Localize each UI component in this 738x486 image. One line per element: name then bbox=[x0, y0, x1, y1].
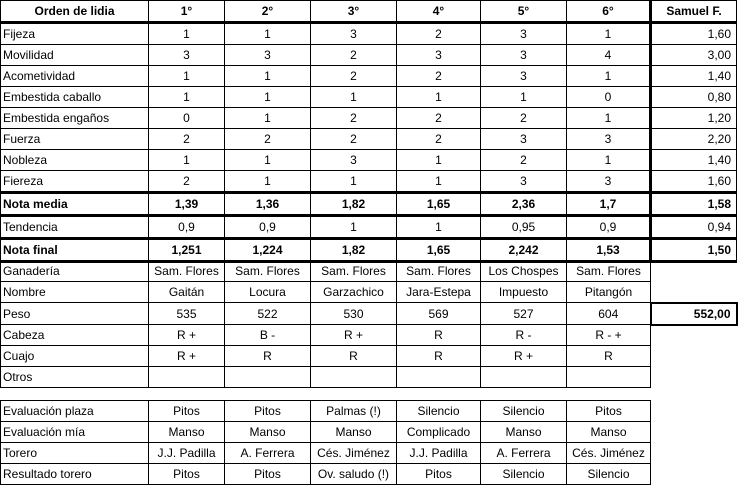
evaluation-cell: Manso bbox=[567, 422, 651, 443]
criteria-cell: 4 bbox=[567, 45, 651, 66]
criteria-cell: 1 bbox=[149, 87, 225, 108]
nota-media-2: 1,36 bbox=[225, 193, 311, 216]
evaluation-cell: Pitos bbox=[149, 464, 225, 485]
criteria-label: Fuerza bbox=[1, 129, 149, 150]
criteria-cell: 2 bbox=[311, 66, 397, 87]
bull-row-label: Ganadería bbox=[1, 261, 149, 282]
bull-cell: Gaitán bbox=[149, 282, 225, 303]
bull-cell: 527 bbox=[481, 303, 567, 325]
criteria-cell: 2 bbox=[311, 45, 397, 66]
nota-media-samuel: 1,58 bbox=[651, 193, 737, 216]
criteria-cell: 3 bbox=[397, 45, 481, 66]
col-header-6: 6° bbox=[567, 1, 651, 23]
criteria-cell: 3,00 bbox=[651, 45, 737, 66]
criteria-cell: 1 bbox=[225, 66, 311, 87]
nota-final-3: 1,82 bbox=[311, 239, 397, 262]
criteria-cell: 3 bbox=[311, 150, 397, 171]
nota-media-1: 1,39 bbox=[149, 193, 225, 216]
empty-cell bbox=[651, 325, 737, 346]
bull-cell: R + bbox=[311, 325, 397, 346]
evaluation-cell: Pitos bbox=[225, 401, 311, 422]
criteria-cell: 1 bbox=[397, 87, 481, 108]
nota-media-5: 2,36 bbox=[481, 193, 567, 216]
bull-cell: 530 bbox=[311, 303, 397, 325]
criteria-cell: 3 bbox=[481, 171, 567, 193]
nota-final-5: 2,242 bbox=[481, 239, 567, 262]
evaluation-label: Evaluación plaza bbox=[1, 401, 149, 422]
criteria-cell: 1 bbox=[149, 150, 225, 171]
criteria-cell: 1 bbox=[311, 87, 397, 108]
criteria-row bbox=[1, 23, 737, 45]
evaluation-cell: Pitos bbox=[567, 401, 651, 422]
criteria-cell: 1,60 bbox=[651, 171, 737, 193]
nota-final-6: 1,53 bbox=[567, 239, 651, 262]
bull-cell bbox=[311, 367, 397, 388]
empty-cell bbox=[651, 282, 737, 303]
evaluation-cell: Pitos bbox=[225, 464, 311, 485]
evaluation-cell: Manso bbox=[481, 422, 567, 443]
col-header-5: 5° bbox=[481, 1, 567, 23]
evaluation-cell: Cés. Jiménez bbox=[311, 443, 397, 464]
criteria-cell: 1 bbox=[567, 23, 651, 45]
criteria-row bbox=[1, 87, 737, 108]
bull-cell: Sam. Flores bbox=[567, 261, 651, 282]
bull-cell: R + bbox=[481, 346, 567, 367]
criteria-cell: 1,40 bbox=[651, 150, 737, 171]
bull-cell: Sam. Flores bbox=[311, 261, 397, 282]
criteria-row bbox=[1, 171, 737, 193]
bull-cell: R + bbox=[149, 346, 225, 367]
nota-media-label: Nota media bbox=[1, 193, 149, 216]
criteria-cell: 3 bbox=[225, 45, 311, 66]
col-header-orden: Orden de lidia bbox=[1, 1, 149, 23]
criteria-cell: 1 bbox=[149, 66, 225, 87]
evaluation-cell: Silencio bbox=[481, 401, 567, 422]
bull-cell: R bbox=[397, 325, 481, 346]
criteria-cell: 2 bbox=[397, 129, 481, 150]
criteria-cell: 2 bbox=[397, 23, 481, 45]
criteria-cell: 2 bbox=[397, 108, 481, 129]
criteria-label: Fiereza bbox=[1, 171, 149, 193]
bull-cell: Sam. Flores bbox=[397, 261, 481, 282]
bull-details-table bbox=[0, 260, 738, 388]
col-header-4: 4° bbox=[397, 1, 481, 23]
bull-cell: Jara-Estepa bbox=[397, 282, 481, 303]
tendencia-samuel: 0,94 bbox=[651, 216, 737, 239]
evaluation-cell: Complicado bbox=[397, 422, 481, 443]
criteria-cell: 3 bbox=[311, 23, 397, 45]
nota-final-row bbox=[1, 239, 737, 262]
criteria-cell: 0 bbox=[567, 87, 651, 108]
evaluation-cell: Ov. saludo (!) bbox=[311, 464, 397, 485]
evaluation-label: Torero bbox=[1, 443, 149, 464]
criteria-label: Movilidad bbox=[1, 45, 149, 66]
bull-cell: R + bbox=[149, 325, 225, 346]
criteria-cell: 2,20 bbox=[651, 129, 737, 150]
bull-cell: Impuesto bbox=[481, 282, 567, 303]
bull-cell: Los Chospes bbox=[481, 261, 567, 282]
criteria-cell: 1 bbox=[149, 23, 225, 45]
criteria-row bbox=[1, 150, 737, 171]
criteria-cell: 2 bbox=[397, 66, 481, 87]
peso-total: 552,00 bbox=[651, 303, 737, 325]
tendencia-6: 0,9 bbox=[567, 216, 651, 239]
col-header-1: 1° bbox=[149, 1, 225, 23]
criteria-cell: 1,20 bbox=[651, 108, 737, 129]
nota-final-4: 1,65 bbox=[397, 239, 481, 262]
nota-media-row bbox=[1, 193, 737, 216]
bull-row bbox=[1, 303, 737, 325]
bull-row bbox=[1, 346, 737, 367]
bull-cell bbox=[225, 367, 311, 388]
criteria-cell: 1,40 bbox=[651, 66, 737, 87]
evaluation-cell: J.J. Padilla bbox=[149, 443, 225, 464]
evaluation-table bbox=[0, 400, 651, 485]
criteria-row bbox=[1, 129, 737, 150]
criteria-cell: 3 bbox=[481, 129, 567, 150]
bull-cell: Sam. Flores bbox=[149, 261, 225, 282]
tendencia-4: 1 bbox=[397, 216, 481, 239]
empty-cell bbox=[651, 367, 737, 388]
header-row bbox=[1, 1, 737, 23]
nota-media-4: 1,65 bbox=[397, 193, 481, 216]
bull-cell: R bbox=[311, 346, 397, 367]
criteria-cell: 1 bbox=[225, 171, 311, 193]
evaluation-cell: Cés. Jiménez bbox=[567, 443, 651, 464]
bull-row-label: Cabeza bbox=[1, 325, 149, 346]
tendencia-5: 0,95 bbox=[481, 216, 567, 239]
nota-final-samuel: 1,50 bbox=[651, 239, 737, 262]
criteria-cell: 1 bbox=[397, 171, 481, 193]
nota-final-2: 1,224 bbox=[225, 239, 311, 262]
evaluation-label: Resultado torero bbox=[1, 464, 149, 485]
criteria-cell: 2 bbox=[149, 129, 225, 150]
criteria-cell: 3 bbox=[149, 45, 225, 66]
bull-cell: R bbox=[397, 346, 481, 367]
evaluation-row bbox=[1, 422, 651, 443]
bull-cell: Locura bbox=[225, 282, 311, 303]
bull-row-label: Cuajo bbox=[1, 346, 149, 367]
evaluation-row bbox=[1, 464, 651, 485]
bull-cell: 569 bbox=[397, 303, 481, 325]
bull-row bbox=[1, 261, 737, 282]
bull-cell: R - bbox=[481, 325, 567, 346]
evaluation-cell: Palmas (!) bbox=[311, 401, 397, 422]
col-header-samuel: Samuel F. bbox=[651, 1, 737, 23]
criteria-row bbox=[1, 66, 737, 87]
criteria-cell: 1 bbox=[225, 150, 311, 171]
criteria-cell: 1 bbox=[225, 108, 311, 129]
empty-cell bbox=[651, 346, 737, 367]
nota-media-6: 1,7 bbox=[567, 193, 651, 216]
bull-cell: 604 bbox=[567, 303, 651, 325]
criteria-cell: 1 bbox=[225, 23, 311, 45]
bull-cell: 535 bbox=[149, 303, 225, 325]
criteria-cell: 1,60 bbox=[651, 23, 737, 45]
evaluation-cell: Manso bbox=[311, 422, 397, 443]
criteria-cell: 1 bbox=[311, 171, 397, 193]
bull-row-label: Peso bbox=[1, 303, 149, 325]
bull-cell: Pitangón bbox=[567, 282, 651, 303]
criteria-cell: 3 bbox=[567, 171, 651, 193]
bull-row bbox=[1, 282, 737, 303]
bull-row bbox=[1, 325, 737, 346]
criteria-row bbox=[1, 45, 737, 66]
col-header-3: 3° bbox=[311, 1, 397, 23]
evaluation-row bbox=[1, 443, 651, 464]
bull-cell bbox=[567, 367, 651, 388]
tendencia-1: 0,9 bbox=[149, 216, 225, 239]
tendencia-3: 1 bbox=[311, 216, 397, 239]
evaluation-cell: Silencio bbox=[397, 401, 481, 422]
criteria-label: Embestida caballo bbox=[1, 87, 149, 108]
bull-cell: 522 bbox=[225, 303, 311, 325]
criteria-cell: 2 bbox=[149, 171, 225, 193]
criteria-cell: 1 bbox=[567, 150, 651, 171]
col-header-2: 2° bbox=[225, 1, 311, 23]
criteria-cell: 0,80 bbox=[651, 87, 737, 108]
criteria-label: Nobleza bbox=[1, 150, 149, 171]
criteria-label: Fijeza bbox=[1, 23, 149, 45]
tendencia-row bbox=[1, 216, 737, 239]
empty-cell bbox=[651, 261, 737, 282]
evaluation-row bbox=[1, 401, 651, 422]
tendencia-label: Tendencia bbox=[1, 216, 149, 239]
bull-cell bbox=[397, 367, 481, 388]
bull-cell: Sam. Flores bbox=[225, 261, 311, 282]
evaluation-cell: A. Ferrera bbox=[481, 443, 567, 464]
evaluation-cell: Manso bbox=[225, 422, 311, 443]
criteria-cell: 1 bbox=[567, 66, 651, 87]
nota-final-label: Nota final bbox=[1, 239, 149, 262]
bull-cell bbox=[481, 367, 567, 388]
bull-cell: Garzachico bbox=[311, 282, 397, 303]
nota-media-3: 1,82 bbox=[311, 193, 397, 216]
nota-final-1: 1,251 bbox=[149, 239, 225, 262]
criteria-cell: 3 bbox=[567, 129, 651, 150]
evaluation-cell: Pitos bbox=[397, 464, 481, 485]
evaluation-label: Evaluación mía bbox=[1, 422, 149, 443]
criteria-label: Acometividad bbox=[1, 66, 149, 87]
bull-row-label: Otros bbox=[1, 367, 149, 388]
bull-cell: B - bbox=[225, 325, 311, 346]
bull-row bbox=[1, 367, 737, 388]
criteria-cell: 2 bbox=[225, 129, 311, 150]
criteria-cell: 3 bbox=[481, 45, 567, 66]
criteria-cell: 1 bbox=[567, 108, 651, 129]
criteria-cell: 1 bbox=[225, 87, 311, 108]
bull-cell: R bbox=[225, 346, 311, 367]
bull-cell: R - + bbox=[567, 325, 651, 346]
criteria-cell: 2 bbox=[481, 108, 567, 129]
criteria-cell: 1 bbox=[481, 87, 567, 108]
bull-cell bbox=[149, 367, 225, 388]
tendencia-2: 0,9 bbox=[225, 216, 311, 239]
bull-cell: R bbox=[567, 346, 651, 367]
criteria-cell: 3 bbox=[481, 23, 567, 45]
evaluation-cell: Manso bbox=[149, 422, 225, 443]
evaluation-cell: Pitos bbox=[149, 401, 225, 422]
criteria-cell: 0 bbox=[149, 108, 225, 129]
criteria-cell: 1 bbox=[397, 150, 481, 171]
criteria-label: Embestida engaños bbox=[1, 108, 149, 129]
evaluation-cell: A. Ferrera bbox=[225, 443, 311, 464]
criteria-row bbox=[1, 108, 737, 129]
criteria-cell: 2 bbox=[481, 150, 567, 171]
criteria-cell: 2 bbox=[311, 108, 397, 129]
criteria-cell: 2 bbox=[311, 129, 397, 150]
criteria-cell: 3 bbox=[481, 66, 567, 87]
evaluation-cell: J.J. Padilla bbox=[397, 443, 481, 464]
bull-row-label: Nombre bbox=[1, 282, 149, 303]
evaluation-cell: Silencio bbox=[567, 464, 651, 485]
evaluation-cell: Silencio bbox=[481, 464, 567, 485]
